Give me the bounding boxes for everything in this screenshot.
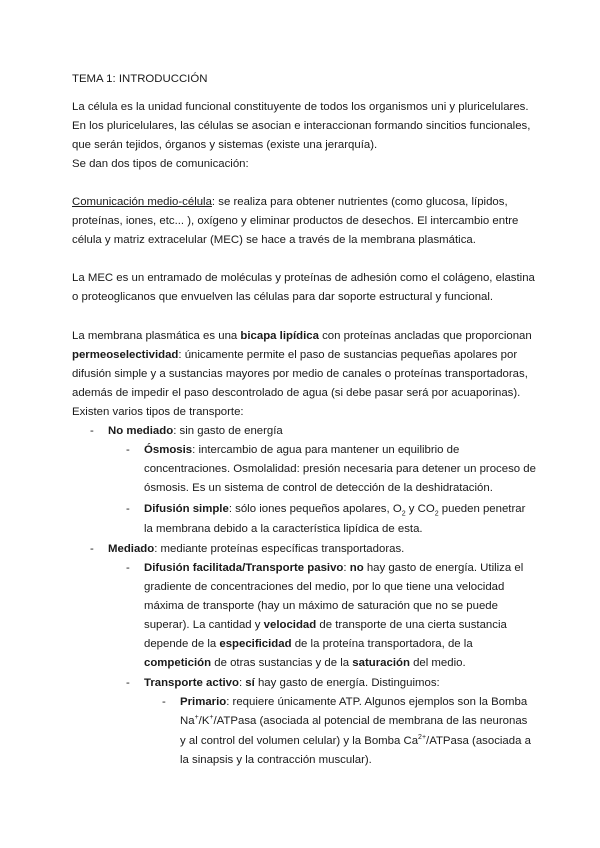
primario-line-1 <box>180 695 527 709</box>
no-mediado-term: No mediado <box>108 425 174 437</box>
subscript: 2 <box>401 510 406 518</box>
membrana-line-2 <box>72 348 517 362</box>
bullet-dash: - <box>162 696 166 708</box>
membrana-text: : únicamente permite el paso de sustancias pequeñas apolares por <box>178 349 518 361</box>
facilitada-text: de la proteína transportadora, de la <box>291 638 473 650</box>
facilitada-text: del medio. <box>409 657 466 669</box>
primario-text: Na <box>180 715 195 727</box>
bullet-dash: - <box>90 543 94 555</box>
bullet-dash: - <box>126 562 130 574</box>
mec-line-1: La MEC es un entramado de moléculas y proteínas de adhesión como el colágeno, elastina <box>72 272 535 284</box>
facilitada-line-3: máxima de transporte (hay un máximo de saturación que no se puede <box>144 600 498 612</box>
osmosis-line-3: ósmosis. Es un sistema de control de detección de la deshidratación. <box>144 482 493 494</box>
medio-line-1 <box>72 195 508 209</box>
difusion-line-1 <box>144 502 525 516</box>
facilitada-bold: saturación <box>352 657 410 669</box>
no-mediado-item <box>108 424 283 438</box>
membrana-text: con proteínas ancladas que proporcionan <box>318 330 532 342</box>
bullet-dash: - <box>126 677 130 689</box>
membrana-bold: permeoselectividad <box>72 349 179 361</box>
superscript: 2+ <box>418 734 427 742</box>
facilitada-bold: no <box>349 562 364 574</box>
primario-line-2 <box>180 714 527 728</box>
facilitada-text: superar). La cantidad y <box>144 619 264 631</box>
membrana-bold: bicapa lipídica <box>240 330 319 342</box>
bullet-dash: - <box>126 503 130 515</box>
facilitada-bold: velocidad <box>263 619 317 631</box>
page-title: TEMA 1: INTRODUCCIÓN <box>72 73 208 85</box>
facilitada-line-4 <box>144 618 507 632</box>
superscript: + <box>194 714 199 722</box>
membrana-line-4: además de impedir el paso descontrolado de agua (si debe pasar será por acuaporinas). <box>72 387 521 399</box>
medio-line-3: célula y matriz extracelular (MEC) se hace a través de la membrana plasmática. <box>72 234 476 246</box>
activo-text: hay gasto de energía. Distinguimos: <box>254 677 440 689</box>
activo-line-1 <box>144 676 440 690</box>
medio-line-2: proteínas, iones, etc... ), oxígeno y eliminar productos de desechos. El intercambio entre <box>72 215 519 227</box>
primario-line-4: la sinapsis y la contracción muscular). <box>180 754 372 766</box>
primario-text: /ATPasa (asociada al potencial de membrana de las neuronas <box>213 715 528 727</box>
primario-line-3 <box>180 734 531 748</box>
difusion-text: y CO <box>405 503 435 515</box>
difusion-text: pueden penetrar <box>438 503 526 515</box>
facilitada-line-2: gradiente de concentraciones del medio, por lo que tiene una velocidad <box>144 581 505 593</box>
facilitada-text: : <box>343 562 350 574</box>
activo-term: Transporte activo <box>144 677 239 689</box>
difusion-term: Difusión simple <box>144 503 229 515</box>
mediado-item <box>108 542 404 556</box>
membrana-line-1 <box>72 329 532 343</box>
facilitada-bold: especificidad <box>219 638 292 650</box>
membrana-line-5: Existen varios tipos de transporte: <box>72 406 244 418</box>
mec-line-2: o proteoglicanos que envuelven las células para dar soporte estructural y funcional. <box>72 291 494 303</box>
intro-line-3: que serán tejidos, órganos y sistemas (existe una jerarquía). <box>72 139 378 151</box>
no-mediado-text: : sin gasto de energía <box>173 425 283 437</box>
bullet-dash: - <box>90 425 94 437</box>
osmosis-term: Ósmosis <box>144 444 193 456</box>
membrana-line-3: difusión simple y a sustancias mayores por medio de canales o proteínas transportadoras, <box>72 368 528 380</box>
facilitada-text: depende de la <box>144 638 220 650</box>
difusion-text: : sólo iones pequeños apolares, O <box>228 503 402 515</box>
bullet-dash: - <box>126 444 130 456</box>
superscript: + <box>209 714 214 722</box>
difusion-line-2: la membrana debido a la característica lipídica de esta. <box>144 523 423 535</box>
facilitada-line-1 <box>144 561 523 575</box>
facilitada-bold: competición <box>144 657 212 669</box>
facilitada-line-6 <box>144 656 466 670</box>
subscript: 2 <box>434 510 439 518</box>
mediado-text: : mediante proteínas específicas transportadoras. <box>154 543 405 555</box>
activo-bold: sí <box>245 677 255 689</box>
activo-text: : <box>238 677 246 689</box>
mediado-term: Mediado <box>108 543 155 555</box>
facilitada-text: de transporte de una cierta sustancia <box>316 619 507 631</box>
primario-text: y al control del volumen celular) y la Bomba Ca <box>180 735 419 747</box>
osmosis-line-2: concentraciones. Osmolalidad: presión necesaria para detener un proceso de <box>144 463 536 475</box>
primario-text: : requiere únicamente ATP. Algunos ejemplos son la Bomba <box>226 696 528 708</box>
facilitada-term: Difusión facilitada/Transporte pasivo <box>144 562 344 574</box>
primario-term: Primario <box>180 696 227 708</box>
medio-text: : se realiza para obtener nutrientes (como glucosa, lípidos, <box>211 196 508 208</box>
membrana-text: La membrana plasmática es una <box>72 330 241 342</box>
facilitada-text: de otras sustancias y de la <box>211 657 353 669</box>
primario-text: /ATPasa (asociada a <box>426 735 531 747</box>
medio-term: Comunicación medio-célula <box>72 196 212 208</box>
primario-text: /K <box>198 715 210 727</box>
intro-line-4: Se dan dos tipos de comunicación: <box>72 158 249 170</box>
osmosis-text: : intercambio de agua para mantener un equilibrio de <box>192 444 460 456</box>
facilitada-line-5 <box>144 637 473 651</box>
facilitada-text: hay gasto de energía. Utiliza el <box>363 562 524 574</box>
osmosis-line-1 <box>144 443 459 457</box>
intro-line-1: La célula es la unidad funcional constituyente de todos los organismos uni y pluricelulares. <box>72 101 529 113</box>
intro-line-2: En los pluricelulares, las células se asocian e interaccionan formando sincitios funcionales, <box>72 120 531 132</box>
